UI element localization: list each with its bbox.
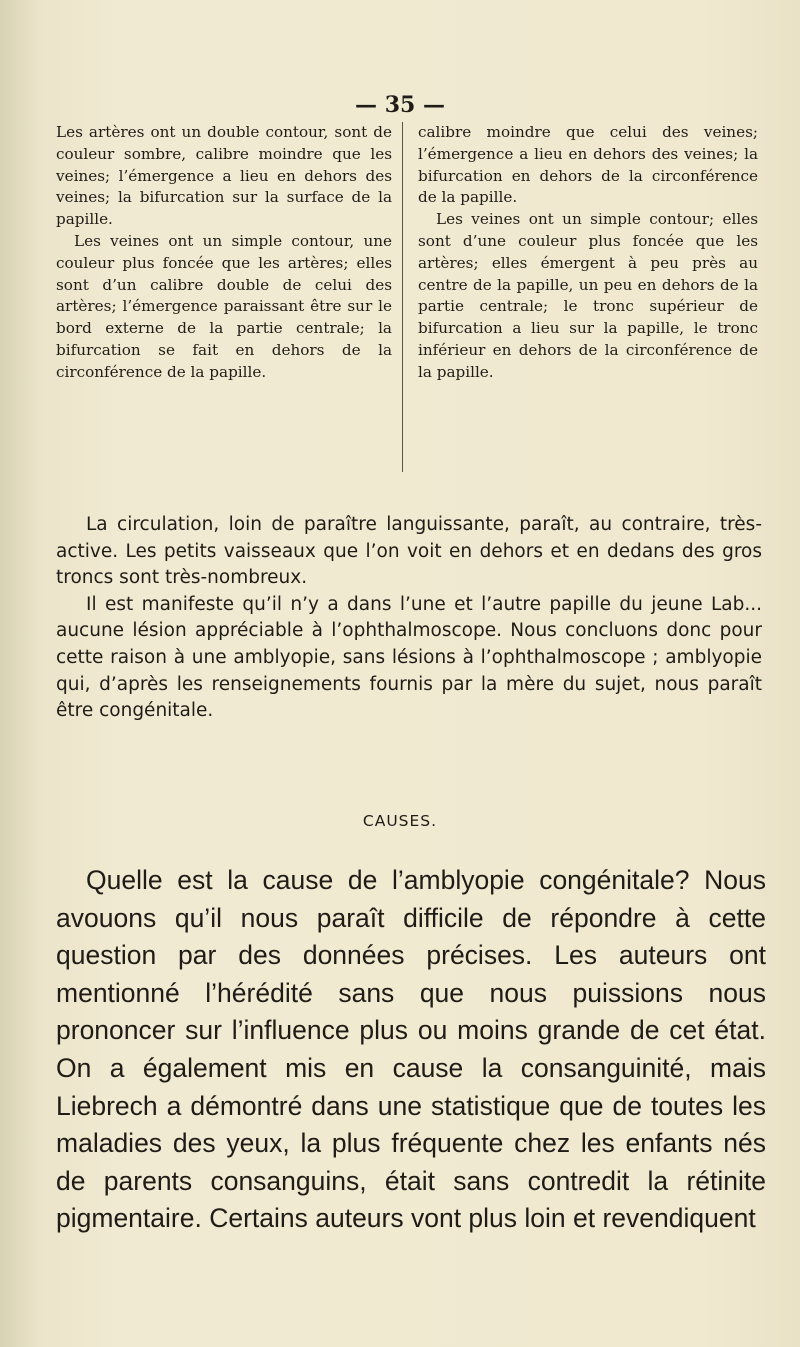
right-paragraph-veins: Les veines ont un simple contour; elles sont d’une couleur plus foncée que les artères; elles émergent à peu près au centre de la papille, un peu en dehors de la partie centrale; le tronc supérieur de bifurcation a lieu sur la papille, le tronc inférieur en dehors de la circonférence de la papille. [418, 210, 758, 381]
paragraph-causes: Quelle est la cause de l’amblyopie congénitale? Nous avouons qu’il nous paraît difficile de répondre à cette question par des données précises. Les auteurs ont mentionné l’hérédité sans que nous puissions nous prononcer sur l’influence plus ou moins grande de cet état. On a également mis en cause la consanguinité, mais Liebrech a démontré dans une statistique que de toutes les maladies des yeux, la plus fréquente chez les enfants nés de parents consanguins, était sans contredit la rétinite pigmentaire. Certains auteurs vont plus loin et revendiquent [56, 865, 766, 1234]
left-column [56, 122, 392, 384]
right-column [418, 122, 758, 384]
paragraph-conclusion: Il est manifeste qu’il n’y a dans l’une et l’autre papille du jeune Lab... aucune lésion appréciable à l’ophthalmoscope. Nous concluons donc pour cette raison à une amblyopie, sans lésions à l’ophthalmoscope ; amblyopie qui, d’après les renseignements fournis par la mère du sujet, nous paraît être congénitale. [56, 593, 762, 722]
causes-text [56, 862, 766, 1238]
left-paragraph-arteries: Les artères ont un double contour, sont de couleur sombre, calibre moindre que les veines; l’émergence a lieu en dehors des veines; la bifurcation sur la surface de la papille. [56, 123, 392, 229]
left-paragraph-veins: Les veines ont un simple contour, une couleur plus foncée que les artères; elles sont d’un calibre double de celui des artères; l’émergence paraissant être sur le bord externe de la partie centrale; la bifurcation se fait en dehors de la circonférence de la papille. [56, 231, 392, 381]
section-heading-causes: CAUSES. [362, 812, 438, 830]
paragraph-circulation: La circulation, loin de paraître languissante, paraît, au contraire, très-active. Les petits vaisseaux que l’on voit en dehors et en dedans des gros troncs sont très-nombreux. [56, 514, 762, 589]
right-paragraph-arteries: calibre moindre que celui des veines; l’émergence a lieu en dehors des veines; la bifurcation en dehors de la circonférence de la papille. [418, 123, 758, 207]
column-divider [402, 122, 403, 472]
observation-text [56, 512, 762, 725]
page-number: — 35 — [355, 92, 445, 118]
